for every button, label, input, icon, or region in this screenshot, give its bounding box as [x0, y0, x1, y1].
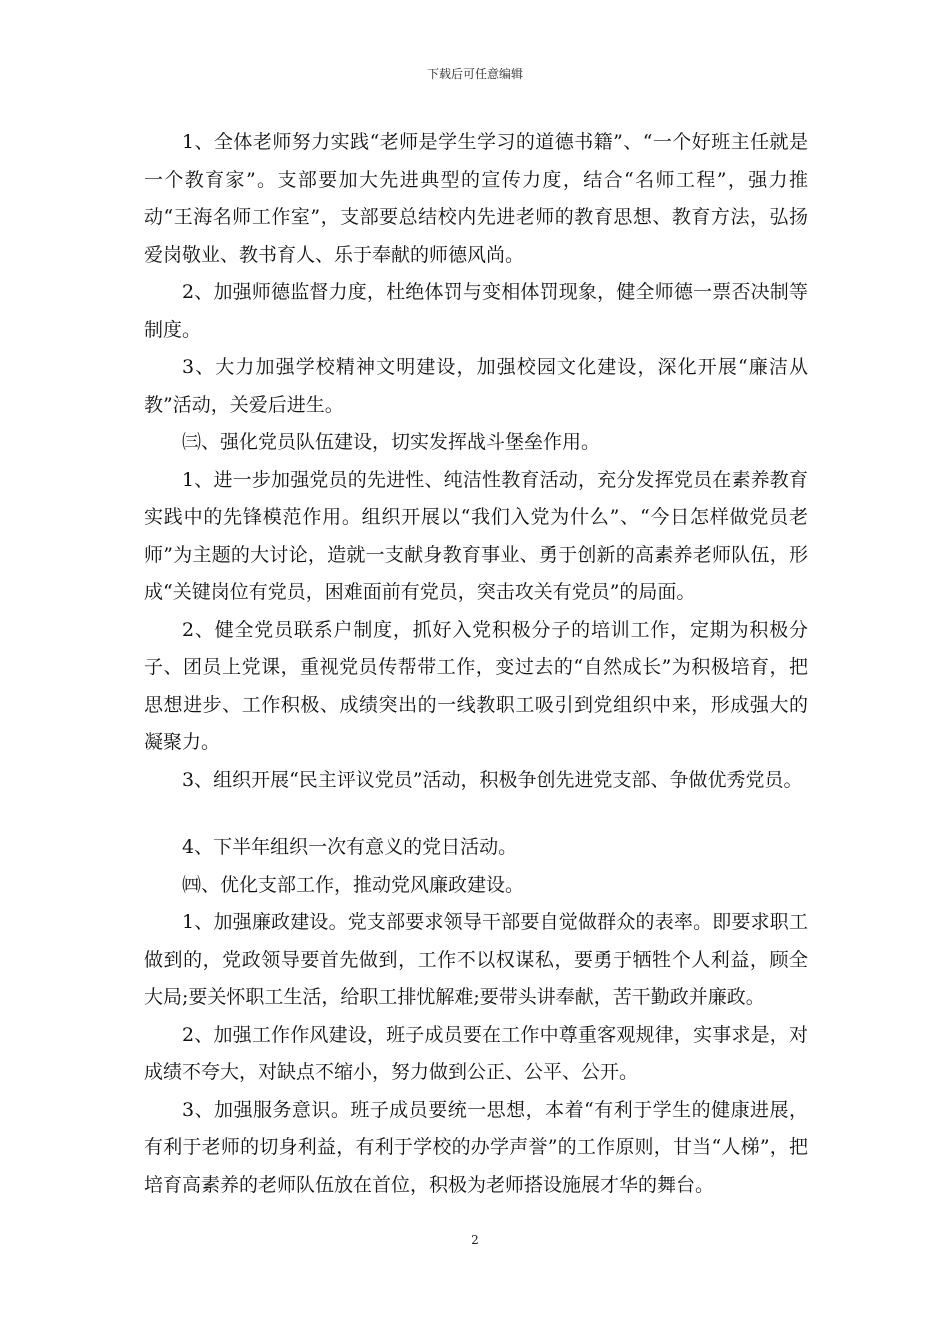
paragraph-ethics-supervision: 2、加强师德监督力度，杜绝体罚与变相体罚现象，健全师德一票否决制等制度。 [144, 281, 808, 341]
paragraph-democratic-review: 3、组织开展“民主评议党员”活动，积极争创先进党支部、争做优秀党员。 [182, 768, 803, 791]
paragraph-teacher-ethics-practice: 1、全体老师努力实践“老师是学生学习的道德书籍”、“一个好班主任就是一个教育家”。支部要加大先进典型的宣传力度，结合“名师工程”，强力推动“王海名师工作室”，支部要总结校内先进老师的教育思想、教育方法，弘扬爱岗敬业、教书育人、乐于奉献的师德风尚。 [144, 131, 808, 266]
paragraph-service-awareness: 3、加强服务意识。班子成员要统一思想，本着“有利于学生的健康进展，有利于老师的切身利益，有利于学校的办学声誉”的工作原则，甘当“人梯”，把培育高素养的老师队伍放在首位，积极为老师搭设施展才华的舞台。 [144, 1098, 808, 1196]
paragraph-household-contact: 2、健全党员联系户制度，抓好入党积极分子的培训工作，定期为积极分子、团员上党课，重视党员传帮带工作，变过去的“自然成长”为积极培育，把思想进步、工作积极、成绩突出的一线教职工吸引到党组织中来，形成强大的凝聚力。 [144, 618, 808, 753]
page-number: 2 [471, 1233, 479, 1247]
paragraph-work-style: 2、加强工作作风建设，班子成员要在工作中尊重客观规律，实事求是，对成绩不夸大，对缺点不缩小，努力做到公正、公平、公开。 [144, 1023, 808, 1083]
section-heading-party-members: ㈢、强化党员队伍建设，切实发挥战斗堡垒作用。 [182, 431, 601, 453]
paragraph-party-day: 4、下半年组织一次有意义的党日活动。 [182, 836, 518, 858]
blank-line [144, 799, 808, 829]
paragraph-integrity-building: 1、加强廉政建设。党支部要求领导干部要自觉做群众的表率。即要求职工做到的，党政领导要首先做到，工作不以权谋私，要勇于牺牲个人利益，顾全大局;要关怀职工生活，给职工排忧解难;要带头讲奉献，苦干勤政并廉政。 [144, 911, 808, 1008]
paragraph-spiritual-civilization: 3、大力加强学校精神文明建设，加强校园文化建设，深化开展“廉洁从教”活动，关爱后进生。 [144, 356, 808, 416]
paragraph-party-education: 1、进一步加强党员的先进性、纯洁性教育活动，充分发挥党员在素养教育实践中的先锋模范作用。组织开展以“我们入党为什么”、“今日怎样做党员老师”为主题的大讨论，造就一支献身教育事业、勇于创新的高素养老师队伍，形成“关键岗位有党员，困难面前有党员，突击攻关有党员”的局面。 [144, 468, 808, 603]
page-header: 下载后可任意编辑 [426, 67, 523, 81]
section-heading-branch-work: ㈣、优化支部工作，推动党风廉政建设。 [182, 873, 525, 896]
document-body [144, 124, 808, 1204]
